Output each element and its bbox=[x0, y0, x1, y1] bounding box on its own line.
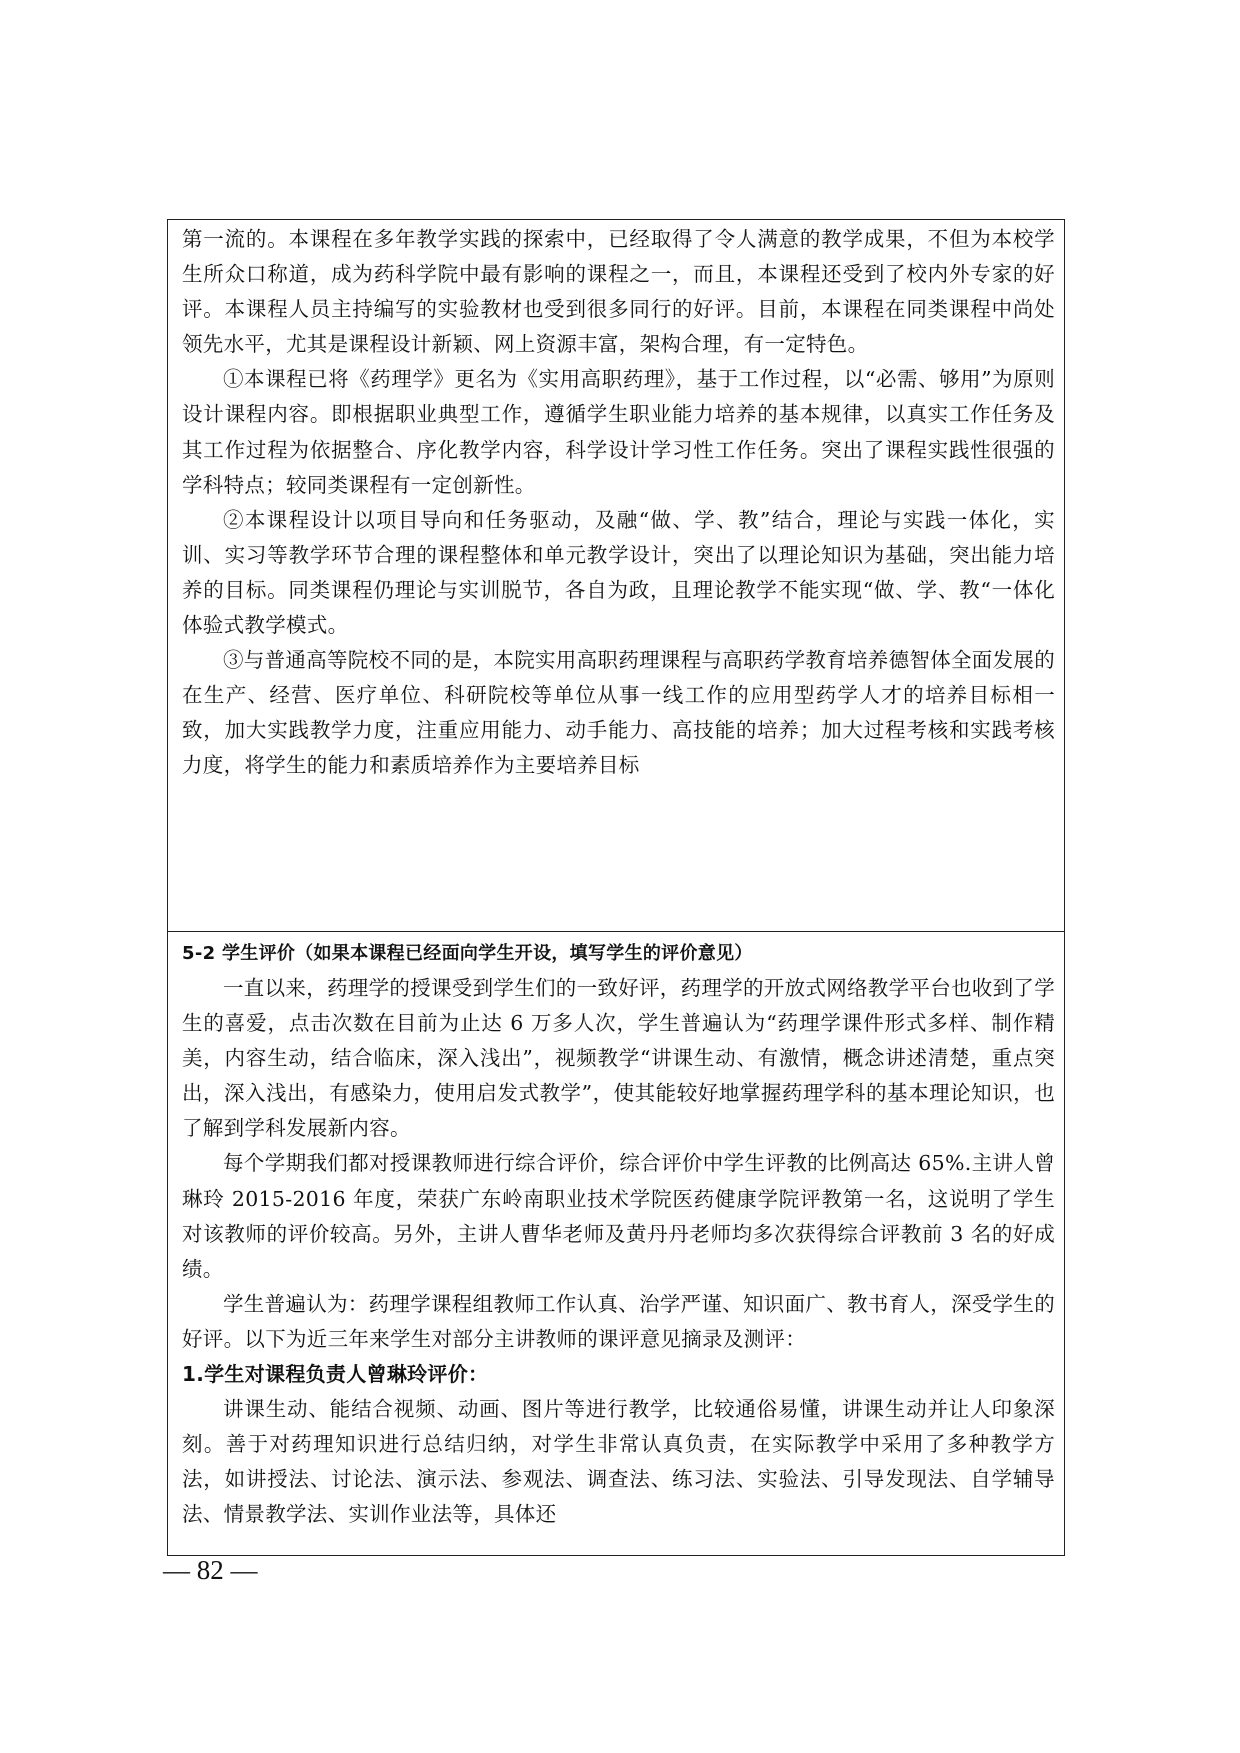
evaluation-paragraph-2: 每个学期我们都对授课教师进行综合评价，综合评价中学生评教的比例高达 65%.主讲人曾琳玲 2015-2016 年度，荣获广东岭南职业技术学院医药健康学院评教第一名，这说明了学生对该教师的评价较高。另外，主讲人曹华老师及黄丹丹老师均多次获得综合评教前 3 名的好成绩。 bbox=[182, 1151, 1055, 1281]
features-point-3: ③与普通高等院校不同的是，本院实用高职药理课程与高职药学教育培养德智体全面发展的在生产、经营、医疗单位、科研院校等单位从事一线工作的应用型药学人才的培养目标相一致，加大实践教学力度，注重应用能力、动手能力、高技能的培养；加大过程考核和实践考核力度，将学生的能力和素质培养作为主要培养目标 bbox=[182, 648, 1055, 778]
content-table bbox=[167, 219, 1065, 1556]
page-number: — 82 — bbox=[163, 1555, 258, 1585]
features-point-1: ①本课程已将《药理学》更名为《实用高职药理》，基于工作过程，以“必需、够用”为原则设计课程内容。即根据职业典型工作，遵循学生职业能力培养的基本规律，以真实工作任务及其工作过程为依据整合、序化教学内容，科学设计学习性工作任务。突出了课程实践性很强的学科特点；较同类课程有一定创新性。 bbox=[182, 367, 1055, 497]
evaluation-paragraph-1: 一直以来，药理学的授课受到学生们的一致好评，药理学的开放式网络教学平台也收到了学生的喜爱，点击次数在目前为止达 6 万多人次，学生普遍认为“药理学课件形式多样、制作精美，内容生动，结合临床，深入浅出”，视频教学“讲课生动、有激情，概念讲述清楚，重点突出，深入浅出，有感染力，使用启发式教学”，使其能较好地掌握药理学科的基本理论知识，也了解到学科发展新内容。 bbox=[182, 976, 1055, 1141]
features-paragraph: 第一流的。本课程在多年教学实践的探索中，已经取得了令人满意的教学成果，不但为本校学生所众口称道，成为药科学院中最有影响的课程之一，而且，本课程还受到了校内外专家的好评。本课程人员主持编写的实验教材也受到很多同行的好评。目前，本课程在同类课程中尚处领先水平，尤其是课程设计新颖、网上资源丰富，架构合理，有一定特色。 bbox=[182, 227, 1055, 357]
course-leader-evaluation-heading: 1.学生对课程负责人曾琳玲评价： bbox=[182, 1362, 489, 1387]
student-evaluation-heading: 5-2 学生评价（如果本课程已经面向学生开设，填写学生的评价意见） bbox=[182, 943, 753, 964]
course-features-cell bbox=[168, 220, 1064, 932]
evaluation-paragraph-3: 学生普遍认为：药理学课程组教师工作认真、治学严谨、知识面广、教书育人，深受学生的好评。以下为近三年来学生对部分主讲教师的课评意见摘录及测评： bbox=[182, 1291, 1055, 1351]
student-evaluation-cell bbox=[168, 932, 1064, 1555]
features-point-2: ②本课程设计以项目导向和任务驱动，及融“做、学、教”结合，理论与实践一体化，实训、实习等教学环节合理的课程整体和单元教学设计，突出了以理论知识为基础，突出能力培养的目标。同类课程仍理论与实训脱节，各自为政，且理论教学不能实现“做、学、教“一体化体验式教学模式。 bbox=[182, 507, 1055, 638]
course-leader-evaluation-text: 讲课生动、能结合视频、动画、图片等进行教学，比较通俗易懂，讲课生动并让人印象深刻。善于对药理知识进行总结归纳，对学生非常认真负责，在实际教学中采用了多种教学方法，如讲授法、讨论法、演示法、参观法、调查法、练习法、实验法、引导发现法、自学辅导法、情景教学法、实训作业法等，具体还 bbox=[182, 1397, 1055, 1527]
